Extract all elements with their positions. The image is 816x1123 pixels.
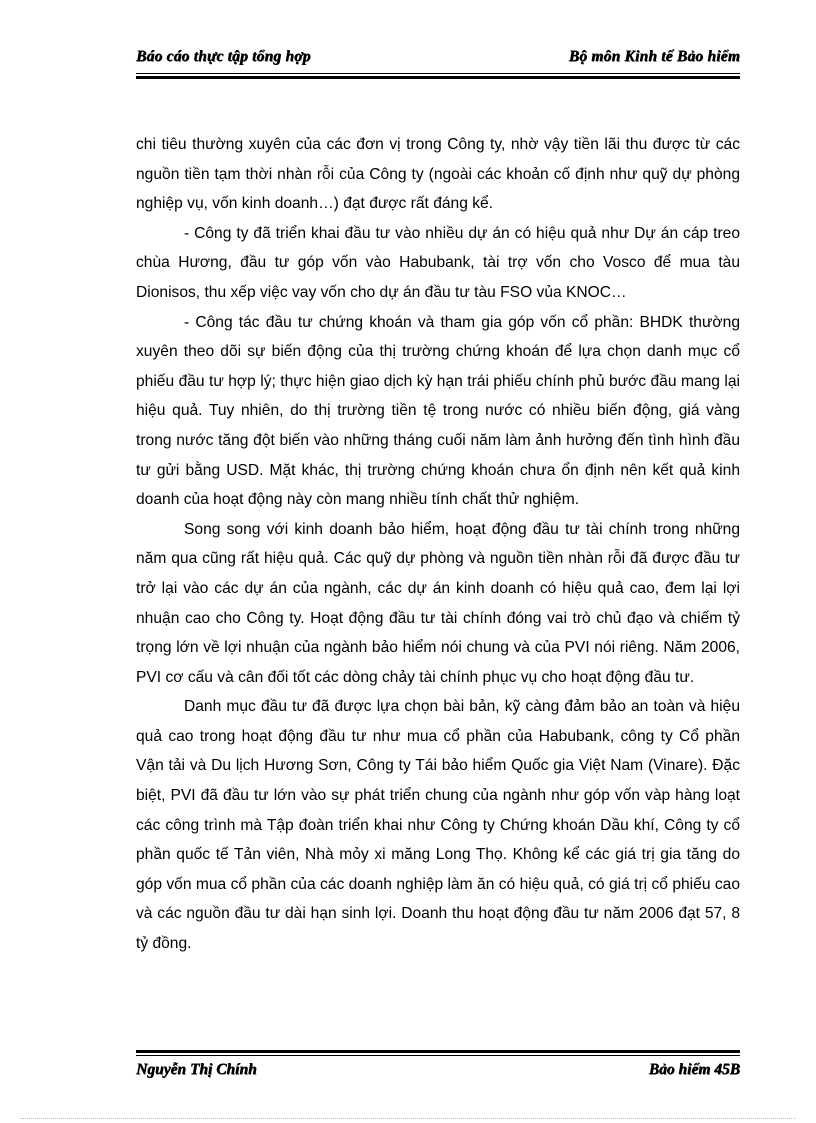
paragraph-4: Song song với kinh doanh bảo hiểm, hoạt động đầu tư tài chính trong những năm qua cũng rất hiệu quả. Các quỹ dự phòng và nguồn tiền nhàn rỗi đã được đầu tư trở lại vào các dự án của ngành, các dự án kinh doanh có hiệu quả cao, đem lại lợi nhuận cao cho Công ty. Hoạt động đầu tư tài chính đóng vai trò chủ đạo và chiếm tỷ trọng lớn về lợi nhuận của ngành bảo hiểm nói chung và của PVI nói riêng. Năm 2006, PVI cơ cấu và cân đối tốt các dòng chảy tài chính phục vụ cho hoạt động đầu tư. <box>136 520 740 686</box>
paragraph-2: - Công ty đã triển khai đầu tư vào nhiều dự án có hiệu quả như Dự án cáp treo chùa Hương, đầu tư góp vốn vào Habubank, tài trợ vốn cho Vosco để mua tàu Dionisos, thu xếp việc vay vốn cho dự án đầu tư tàu FSO vủa KNOC… <box>136 224 740 301</box>
header-department: Bộ môn Kinh tế Bảo hiểm <box>568 48 740 65</box>
footer-rule-thin <box>136 1055 740 1056</box>
footer-class: Bảo hiểm 45B <box>648 1061 740 1078</box>
paragraph-1: chi tiêu thường xuyên của các đơn vị trong Công ty, nhờ vậy tiền lãi thu được từ các nguồn tiền tạm thời nhàn rỗi của Công ty (ngoài các khoản cố định như quỹ dự phòng nghiệp vụ, vốn kinh doanh…) đạt được rất đáng kể. <box>136 136 740 213</box>
body-text <box>136 130 740 959</box>
header-rule-thick <box>136 76 740 79</box>
paragraph-3: - Công tác đầu tư chứng khoán và tham gia góp vốn cổ phần: BHDK thường xuyên theo dõi sự biến động của thị trường chứng khoán để lựa chọn danh mục cổ phiếu đầu tư hợp lý; thực hiện giao dịch kỳ hạn trái phiếu chính phủ bước đầu mang lại hiệu quả. Tuy nhiên, do thị trường tiền tệ trong nước có nhiều biến động, giá vàng trong nước tăng đột biến vào những tháng cuối năm làm ảnh hưởng đến tình hình đầu tư gửi bằng USD. Mặt khác, thị trường chứng khoán chưa ổn định nên kết quả kinh doanh của hoạt động này còn mang nhiều tính chất thử nghiệm. <box>136 313 740 509</box>
page-edge-divider <box>20 1118 796 1119</box>
footer-rule-thick <box>136 1050 740 1053</box>
paragraph-5: Danh mục đầu tư đã được lựa chọn bài bản, kỹ càng đảm bảo an toàn và hiệu quả cao trong hoạt động đầu tư như mua cổ phần của Habubank, công ty Cổ phần Vận tải và Du lịch Hương Sơn, Công ty Tái bảo hiểm Quốc gia Việt Nam (Vinare). Đặc biệt, PVI đã đầu tư lớn vào sự phát triển chung của ngành như góp vốn vàp hàng loạt các công trình mà Tập đoàn triển khai như Công ty Chứng khoán Dầu khí, Công ty cổ phần quốc tế Tản viên, Nhà mỏy xi măng Long Thọ. Không kể các giá trị gia tăng do góp vốn mua cổ phần của các doanh nghiệp làm ăn có hiệu quả, có giá trị cổ phiếu cao và các nguồn đầu tư dài hạn sinh lợi. Doanh thu hoạt động đầu tư năm 2006 đạt 57, 8 tỷ đồng. <box>136 698 740 953</box>
header-report-title: Báo cáo thực tập tổng hợp <box>136 48 311 65</box>
page-header <box>136 48 740 70</box>
footer-author: Nguyễn Thị Chính <box>136 1061 257 1078</box>
header-rule-thin <box>136 73 740 74</box>
page-footer <box>136 1061 740 1083</box>
